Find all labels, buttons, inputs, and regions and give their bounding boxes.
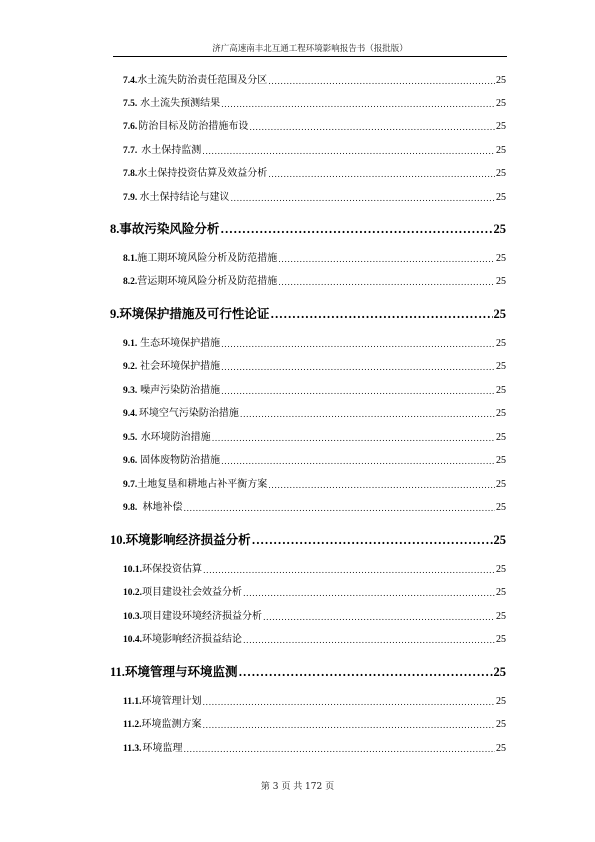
toc-entry-9-2[interactable] — [123, 358, 506, 374]
toc-entry-9-5[interactable] — [123, 429, 506, 445]
toc-entry-title: 环境空气污染防治措施 — [138, 408, 239, 419]
toc-dot-leader — [278, 276, 495, 289]
toc-entry-11-3[interactable] — [123, 740, 506, 756]
toc-dot-leader — [268, 75, 495, 88]
toc-entry-number: 7.5. — [123, 99, 138, 109]
toc-entry-page: 25 — [496, 145, 506, 156]
toc-entry-11-1[interactable] — [123, 693, 506, 709]
toc-dot-leader — [243, 634, 495, 647]
toc-entry-title: 林地补偿 — [142, 502, 183, 513]
toc-chapter-title: 事故污染风险分析 — [119, 221, 220, 236]
toc-entry-page: 25 — [496, 276, 506, 287]
toc-entry-title: 项目建设社会效益分析 — [142, 587, 242, 598]
toc-entry-number: 9.1. — [123, 339, 138, 349]
toc-entry-9-7[interactable] — [123, 476, 506, 492]
toc-chapter-number: 11. — [110, 665, 125, 679]
toc-entry-number: 9.2. — [123, 362, 138, 372]
toc-chapter-page: 25 — [493, 665, 506, 679]
toc-entry-title: 营运期环境风险分析及防范措施 — [137, 276, 278, 287]
toc-entry-title: 项目建设环境经济损益分析 — [142, 611, 262, 622]
toc-entry-number: 11.1. — [123, 697, 142, 707]
toc-dot-leader — [202, 719, 495, 732]
toc-entry-10-1[interactable] — [123, 561, 506, 577]
toc-dot-leader — [221, 385, 495, 398]
toc-entry-9-1[interactable] — [123, 335, 506, 351]
toc-entry-11-2[interactable] — [123, 716, 506, 732]
toc-chapter-title: 环境影响经济损益分析 — [125, 532, 251, 547]
toc-dot-leader — [243, 587, 495, 600]
toc-entry-title: 环境监理 — [142, 743, 183, 754]
toc-entry-number: 8.1. — [123, 254, 138, 264]
toc-entry-number: 8.2. — [123, 277, 138, 287]
toc-entry-page: 25 — [496, 385, 506, 396]
toc-entry-page: 25 — [496, 587, 506, 598]
toc-entry-title: 固体废物防治措施 — [140, 455, 221, 466]
toc-chapter-number: 9. — [110, 307, 120, 321]
toc-dot-leader — [183, 502, 495, 515]
toc-entry-page: 25 — [496, 98, 506, 109]
toc-entry-page: 25 — [496, 168, 506, 179]
toc-dot-leader — [249, 121, 495, 134]
toc-entry-number: 7.9. — [123, 193, 138, 203]
toc-entry-number: 7.4. — [123, 76, 138, 86]
toc-entry-number: 9.7. — [123, 480, 138, 490]
toc-entry-title: 土地复垦和耕地占补平衡方案 — [137, 479, 268, 490]
toc-entry-7-4[interactable] — [123, 72, 506, 88]
toc-entry-10-2[interactable] — [123, 584, 506, 600]
toc-dot-leader — [212, 432, 495, 445]
toc-chapter-11[interactable] — [110, 661, 506, 681]
toc-entry-title: 噪声污染防治措施 — [140, 385, 221, 396]
toc-entry-title: 环境监测方案 — [141, 719, 202, 730]
toc-dot-leader — [231, 192, 495, 205]
toc-entry-8-1[interactable] — [123, 250, 506, 266]
toc-entry-title: 防治目标及防治措施布设 — [138, 121, 249, 132]
toc-entry-title: 生态环境保护措施 — [140, 338, 221, 349]
toc-entry-number: 10.1. — [123, 565, 142, 575]
toc-entry-page: 25 — [496, 564, 506, 575]
toc-entry-number: 11.2. — [123, 720, 142, 730]
toc-entry-number: 11.3. — [123, 744, 142, 754]
page-header: 济广高速南丰北互通工程环境影响报告书（报批版） — [212, 44, 408, 54]
toc-entry-title: 水土流失防治责任范围及分区 — [137, 75, 268, 86]
toc-dot-leader — [220, 222, 492, 238]
toc-entry-page: 25 — [496, 338, 506, 349]
toc-chapter-page: 25 — [493, 307, 506, 321]
toc-entry-number: 7.7. — [123, 146, 138, 156]
toc-dot-leader — [221, 455, 495, 468]
toc-entry-title: 水土保持监测 — [141, 145, 202, 156]
toc-chapter-9[interactable] — [110, 303, 506, 323]
toc-entry-title: 水土保持结论与建议 — [139, 192, 230, 203]
toc-entry-number: 7.6. — [123, 122, 138, 132]
toc-chapter-page: 25 — [493, 533, 506, 547]
toc-entry-number: 10.3. — [123, 612, 142, 622]
toc-entry-10-4[interactable] — [123, 631, 506, 647]
toc-chapter-10[interactable] — [110, 529, 506, 549]
toc-entry-number: 9.5. — [123, 433, 138, 443]
toc-chapter-8[interactable] — [110, 218, 506, 238]
toc-entry-page: 25 — [496, 121, 506, 132]
toc-dot-leader — [221, 361, 495, 374]
toc-entry-7-6[interactable] — [123, 118, 506, 134]
toc-entry-9-4[interactable] — [123, 405, 506, 421]
toc-dot-leader — [278, 253, 495, 266]
toc-chapter-title: 环境保护措施及可行性论证 — [119, 306, 270, 321]
toc-dot-leader — [268, 168, 495, 181]
toc-dot-leader — [240, 408, 495, 421]
toc-entry-page: 25 — [496, 75, 506, 86]
toc-dot-leader — [202, 696, 495, 709]
toc-entry-page: 25 — [496, 743, 506, 754]
toc-entry-number: 9.8. — [123, 503, 138, 513]
toc-entry-title: 环保投资估算 — [142, 564, 202, 575]
toc-entry-page: 25 — [496, 361, 506, 372]
toc-entry-title: 施工期环境风险分析及防范措施 — [137, 253, 278, 264]
toc-chapter-number: 10. — [110, 533, 126, 547]
toc-entry-number: 7.8. — [123, 169, 138, 179]
toc-dot-leader — [183, 743, 495, 756]
toc-entry-9-6[interactable] — [123, 452, 506, 468]
toc-chapter-title: 环境管理与环境监测 — [124, 664, 238, 679]
toc-entry-number: 9.3. — [123, 386, 138, 396]
toc-entry-7-8[interactable] — [123, 165, 506, 181]
toc-chapter-number: 8. — [110, 222, 120, 236]
toc-entry-title: 水土流失预测结果 — [140, 98, 221, 109]
toc-dot-leader — [203, 564, 495, 577]
toc-dot-leader — [270, 307, 492, 323]
toc-entry-title: 水土保持投资估算及效益分析 — [137, 168, 268, 179]
toc-dot-leader — [221, 338, 495, 351]
toc-entry-number: 9.6. — [123, 456, 138, 466]
toc-dot-leader — [238, 665, 492, 681]
toc-entry-page: 25 — [496, 634, 506, 645]
toc-entry-9-8[interactable] — [123, 499, 506, 515]
toc-entry-number: 9.4. — [123, 409, 138, 419]
toc-dot-leader — [252, 533, 493, 549]
toc-entry-title: 水环境防治措施 — [140, 432, 211, 443]
toc-entry-page: 25 — [496, 611, 506, 622]
toc-dot-leader — [221, 98, 495, 111]
toc-entry-7-9[interactable] — [123, 189, 506, 205]
toc-entry-title: 社会环境保护措施 — [140, 361, 221, 372]
toc-dot-leader — [263, 611, 495, 624]
toc-entry-page: 25 — [496, 192, 506, 203]
toc-dot-leader — [202, 145, 495, 158]
toc-entry-number: 10.2. — [123, 588, 142, 598]
toc-entry-page: 25 — [496, 719, 506, 730]
toc-entry-10-3[interactable] — [123, 608, 506, 624]
toc-entry-7-5[interactable] — [123, 95, 506, 111]
page-footer: 第 3 页 共 172 页 — [260, 782, 335, 792]
toc-entry-8-2[interactable] — [123, 273, 506, 289]
toc-entry-9-3[interactable] — [123, 382, 506, 398]
toc-entry-page: 25 — [496, 455, 506, 466]
toc-entry-title: 环境管理计划 — [141, 696, 202, 707]
toc-entry-page: 25 — [496, 432, 506, 443]
toc-entry-title: 环境影响经济损益结论 — [142, 634, 242, 645]
toc-entry-page: 25 — [496, 696, 506, 707]
toc-entry-page: 25 — [496, 479, 506, 490]
toc-entry-page: 25 — [496, 502, 506, 513]
toc-entry-page: 25 — [496, 253, 506, 264]
toc-chapter-page: 25 — [493, 222, 506, 236]
toc-dot-leader — [268, 479, 495, 492]
toc-entry-7-7[interactable] — [123, 142, 506, 158]
toc-entry-number: 10.4. — [123, 635, 142, 645]
toc-entry-page: 25 — [496, 408, 506, 419]
